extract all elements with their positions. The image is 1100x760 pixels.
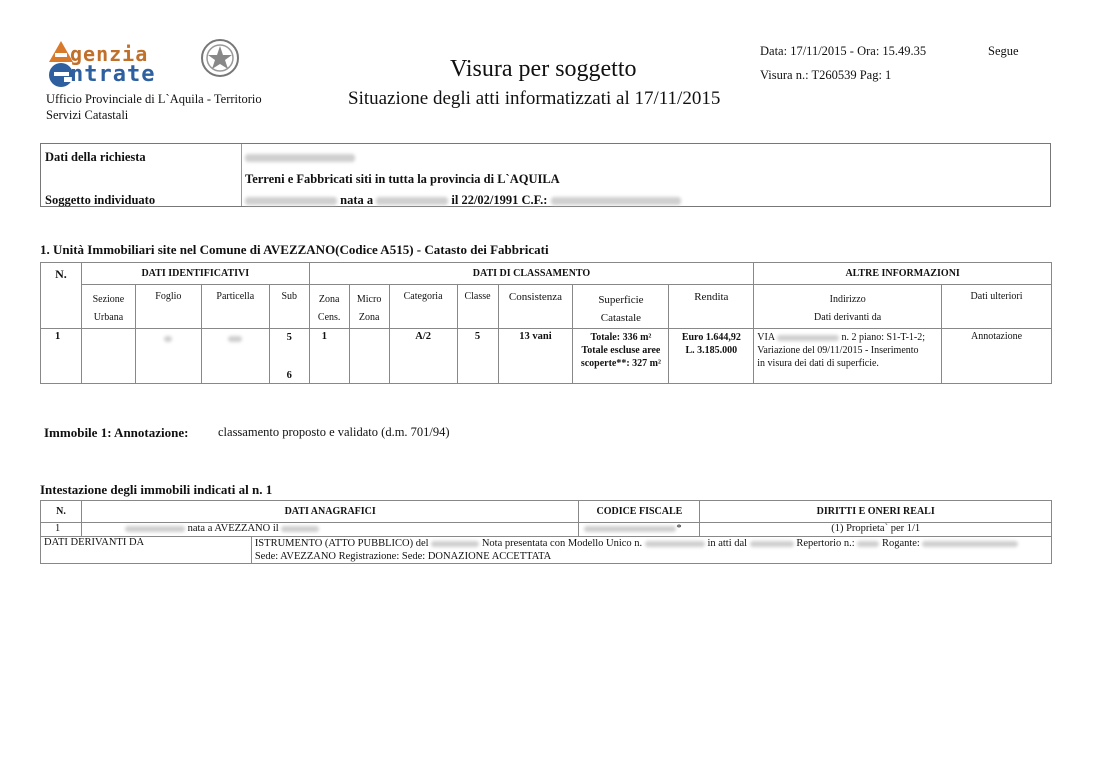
section2-title: Intestazione degli immobili indicati al n. 1: [40, 482, 273, 497]
col-codice-fiscale: CODICE FISCALE: [579, 501, 700, 523]
cell-foglio: [135, 329, 201, 384]
redacted-surname: [245, 197, 337, 205]
cell-n: 1: [41, 523, 82, 537]
office-service: Servizi Catastali: [46, 108, 129, 122]
cell-sub: 5 6: [269, 329, 309, 384]
cell-rendita: Euro 1.644,92 L. 3.185.000: [669, 329, 754, 384]
cell-codice-fiscale: *: [579, 523, 700, 537]
col-sub: Sub: [269, 285, 309, 329]
table-row: [41, 329, 1052, 384]
header-dati-identificativi: DATI IDENTIFICATIVI: [81, 263, 309, 285]
cell-particella: [201, 329, 269, 384]
col-n: N.: [41, 501, 82, 523]
col-sezione-urbana: Sezione Urbana: [81, 285, 135, 329]
cell-derivanti-value: ISTRUMENTO (ATTO PUBBLICO) del Nota presentata con Modello Unico n. in atti dal Repertorio n.: Rogante: Sede: AVEZZANO Registrazione: Sede: DONAZIONE ACCETTATA: [251, 537, 1051, 564]
units-table: [40, 262, 1052, 384]
col-particella: Particella: [201, 285, 269, 329]
republic-seal-icon: [200, 38, 240, 78]
cell-classe: 5: [457, 329, 498, 384]
agenzia-entrate-logo: [44, 36, 244, 92]
nata-a-label: nata a: [340, 193, 374, 207]
table-row-derivanti: [41, 537, 1052, 564]
annotation-text: classamento proposto e validato (d.m. 701/94): [218, 425, 450, 439]
soggetto-label: Soggetto individuato: [45, 193, 156, 207]
col-n: N.: [41, 263, 82, 329]
dati-richiesta-label: Dati della richiesta: [45, 150, 146, 164]
cell-dati-ulteriori: Annotazione: [942, 329, 1052, 384]
col-foglio: Foglio: [135, 285, 201, 329]
col-diritti: DIRITTI E ONERI REALI: [700, 501, 1052, 523]
logo-text-line2: ntrate: [70, 62, 156, 87]
birth-info: il 22/02/1991 C.F.:: [451, 193, 548, 207]
request-box: [40, 143, 1051, 207]
col-micro-zona: Micro Zona: [349, 285, 389, 329]
col-zona-cens: Zona Cens.: [309, 285, 349, 329]
cell-consistenza: 13 vani: [498, 329, 573, 384]
page-subtitle: Situazione degli atti informatizzati al 17/11/2015: [348, 88, 721, 109]
col-dati-anagrafici: DATI ANAGRAFICI: [81, 501, 578, 523]
cell-sezione: [81, 329, 135, 384]
redacted-name: [245, 150, 355, 165]
col-categoria: Categoria: [389, 285, 457, 329]
col-superficie: Superficie Catastale: [573, 285, 669, 329]
col-rendita: Rendita: [669, 285, 754, 329]
col-dati-ulteriori: Dati ulteriori: [942, 285, 1052, 329]
logo-text-line1: genzia: [70, 42, 149, 66]
cell-superficie: Totale: 336 m² Totale escluse aree scoperte**: 327 m²: [573, 329, 669, 384]
soggetto-value: [245, 193, 681, 208]
col-classe: Classe: [457, 285, 498, 329]
cell-derivanti-label: DATI DERIVANTI DA: [41, 537, 252, 564]
office-name: Ufficio Provinciale di L`Aquila - Territorio: [46, 92, 262, 106]
date-time: Data: 17/11/2015 - Ora: 15.49.35: [760, 44, 927, 58]
redacted-fiscal-code: [551, 197, 681, 205]
cell-zona-cens: 1: [309, 329, 349, 384]
visura-number: Visura n.: T260539 Pag: 1: [760, 68, 892, 82]
annotation-label: Immobile 1: Annotazione:: [44, 425, 189, 440]
territorio-value: Terreni e Fabbricati siti in tutta la provincia di L`AQUILA: [245, 172, 560, 186]
segue-label: Segue: [988, 44, 1019, 58]
redacted-birthplace: [376, 197, 448, 205]
cell-micro-zona: [349, 329, 389, 384]
header-altre-informazioni: ALTRE INFORMAZIONI: [754, 263, 1052, 285]
cell-diritti: (1) Proprieta` per 1/1: [700, 523, 1052, 537]
cell-categoria: A/2: [389, 329, 457, 384]
page-title: Visura per soggetto: [450, 56, 637, 82]
col-indirizzo: Indirizzo Dati derivanti da: [754, 285, 942, 329]
request-divider: [241, 144, 242, 206]
cell-n: 1: [41, 329, 82, 384]
col-consistenza: Consistenza: [498, 285, 573, 329]
section1-title: 1. Unità Immobiliari site nel Comune di AVEZZANO(Codice A515) - Catasto dei Fabbricati: [40, 242, 549, 257]
cell-indirizzo: VIA n. 2 piano: S1-T-1-2; Variazione del 09/11/2015 - Inserimento in visura dei dati di superficie.: [754, 329, 942, 384]
cell-anagrafici: nata a AVEZZANO il: [81, 523, 578, 537]
table-row: [41, 523, 1052, 537]
owners-table: [40, 500, 1052, 564]
header-dati-classamento: DATI DI CLASSAMENTO: [309, 263, 754, 285]
office-block: [46, 91, 262, 123]
